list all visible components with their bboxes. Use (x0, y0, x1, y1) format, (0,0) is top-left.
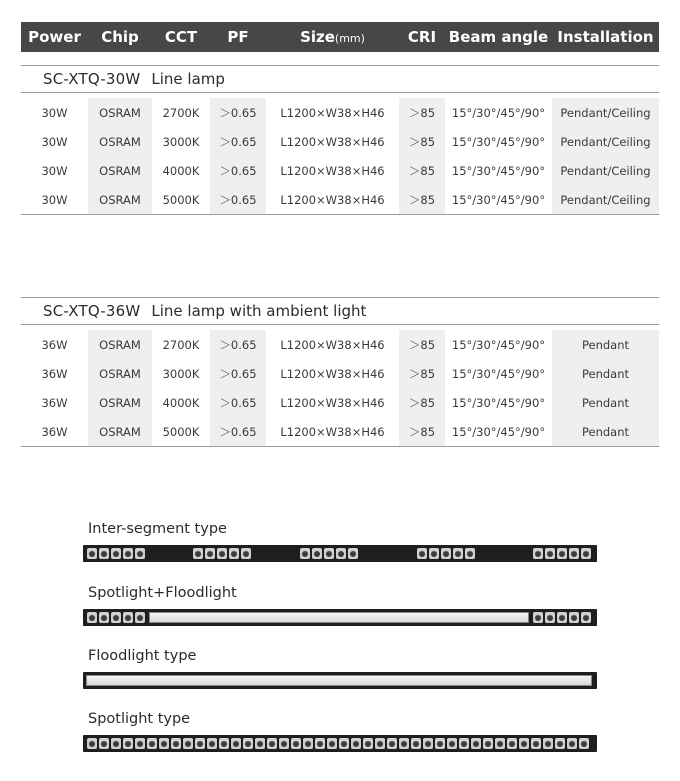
led-module (533, 548, 543, 559)
cell-chip: OSRAM (88, 330, 152, 359)
led-module (447, 738, 457, 749)
led-module (135, 548, 145, 559)
led-module (171, 738, 181, 749)
cell-pf: ＞0.65 (210, 156, 266, 185)
cell-cri: ＞85 (399, 388, 445, 417)
led-module (217, 548, 227, 559)
led-module (324, 548, 334, 559)
led-module (545, 548, 555, 559)
cell-installation: Pendant (552, 388, 659, 417)
lamp-inter-segment-illustration (83, 545, 597, 562)
led-module (399, 738, 409, 749)
led-module (363, 738, 373, 749)
table-row (21, 359, 659, 388)
cell-power: 36W (41, 395, 68, 410)
led-module (348, 548, 358, 559)
led-module (507, 738, 517, 749)
led-module (417, 548, 427, 559)
lamp-spotlight-illustration (83, 735, 597, 752)
led-module (243, 738, 253, 749)
header-chip: Chip (101, 28, 139, 46)
cell-cct: 5000K (162, 424, 200, 439)
led-module (545, 612, 555, 623)
led-module (111, 738, 121, 749)
led-module (99, 612, 109, 623)
cell-cri: ＞85 (399, 98, 445, 127)
header-cri: CRI (407, 28, 437, 46)
lamp-label-spot-flood: Spotlight+Floodlight (88, 585, 237, 601)
cell-cct: 4000K (162, 163, 200, 178)
table-row (21, 156, 659, 185)
led-group (87, 612, 145, 623)
cell-power: 36W (41, 424, 68, 439)
led-group (87, 738, 589, 749)
cell-installation: Pendant/Ceiling (552, 127, 659, 156)
cell-power: 30W (41, 105, 68, 120)
led-module (267, 738, 277, 749)
table-row (21, 417, 659, 446)
header-size (266, 28, 399, 46)
cell-beam: 15°/30°/45°/90° (451, 134, 546, 149)
led-module (423, 738, 433, 749)
cell-beam: 15°/30°/45°/90° (451, 337, 546, 352)
led-module (147, 738, 157, 749)
cell-chip: OSRAM (88, 359, 152, 388)
cell-power: 30W (41, 163, 68, 178)
table-row (21, 388, 659, 417)
cell-installation: Pendant (552, 330, 659, 359)
led-module (123, 612, 133, 623)
led-module (569, 612, 579, 623)
led-module (193, 548, 203, 559)
cell-size: L1200×W38×H46 (280, 366, 385, 381)
led-module (557, 612, 567, 623)
cell-chip: OSRAM (88, 417, 152, 446)
led-module (135, 612, 145, 623)
table-row (21, 98, 659, 127)
header-beam-angle: Beam angle (448, 28, 549, 46)
cell-size: L1200×W38×H46 (280, 163, 385, 178)
cell-beam: 15°/30°/45°/90° (451, 163, 546, 178)
led-module (219, 738, 229, 749)
led-module (205, 548, 215, 559)
led-module (327, 738, 337, 749)
led-module (87, 612, 97, 623)
cell-power: 30W (41, 134, 68, 149)
header-installation: Installation (557, 28, 654, 46)
header-pf: PF (227, 28, 249, 46)
header-size-unit: (mm) (334, 32, 365, 45)
cell-cri: ＞85 (399, 417, 445, 446)
led-module (435, 738, 445, 749)
led-module (111, 548, 121, 559)
led-module (533, 612, 543, 623)
led-module (555, 738, 565, 749)
led-module (336, 548, 346, 559)
led-module (375, 738, 385, 749)
led-module (123, 548, 133, 559)
floodlight-diffuser (149, 612, 529, 623)
cell-chip: OSRAM (88, 98, 152, 127)
led-module (495, 738, 505, 749)
led-module (429, 548, 439, 559)
led-group (87, 548, 145, 559)
spec-rows-36w (21, 330, 659, 447)
table-row (21, 330, 659, 359)
cell-beam: 15°/30°/45°/90° (451, 105, 546, 120)
led-module (315, 738, 325, 749)
led-module (207, 738, 217, 749)
led-module (351, 738, 361, 749)
cell-chip: OSRAM (88, 127, 152, 156)
led-module (99, 548, 109, 559)
led-module (519, 738, 529, 749)
led-module (279, 738, 289, 749)
floodlight-diffuser (86, 675, 592, 686)
spec-rows-30w (21, 98, 659, 215)
cell-pf: ＞0.65 (210, 330, 266, 359)
led-module (471, 738, 481, 749)
led-group (533, 612, 591, 623)
led-module (87, 548, 97, 559)
led-module (459, 738, 469, 749)
led-module (159, 738, 169, 749)
led-module (387, 738, 397, 749)
led-module (339, 738, 349, 749)
cell-pf: ＞0.65 (210, 388, 266, 417)
cell-beam: 15°/30°/45°/90° (451, 366, 546, 381)
cell-installation: Pendant (552, 359, 659, 388)
cell-cri: ＞85 (399, 359, 445, 388)
led-module (303, 738, 313, 749)
led-module (453, 548, 463, 559)
led-module (195, 738, 205, 749)
led-module (123, 738, 133, 749)
cell-cct: 3000K (162, 134, 200, 149)
header-cct: CCT (164, 28, 198, 46)
lamp-label-inter-segment: Inter-segment type (88, 521, 227, 537)
section-title-30w (21, 65, 659, 93)
led-module (231, 738, 241, 749)
lamp-spot-flood-illustration (83, 609, 597, 626)
cell-chip: OSRAM (88, 388, 152, 417)
led-module (569, 548, 579, 559)
led-module (465, 548, 475, 559)
cell-installation: Pendant/Ceiling (552, 156, 659, 185)
led-module (87, 738, 97, 749)
cell-installation: Pendant/Ceiling (552, 185, 659, 214)
led-module (111, 612, 121, 623)
cell-beam: 15°/30°/45°/90° (451, 192, 546, 207)
cell-size: L1200×W38×H46 (280, 192, 385, 207)
led-module (135, 738, 145, 749)
led-module (557, 548, 567, 559)
spec-table-header (21, 22, 659, 52)
section-model: SC-XTQ-36W (43, 302, 141, 320)
led-module (567, 738, 577, 749)
cell-cri: ＞85 (399, 127, 445, 156)
cell-cct: 3000K (162, 366, 200, 381)
cell-pf: ＞0.65 (210, 359, 266, 388)
cell-size: L1200×W38×H46 (280, 134, 385, 149)
led-module (581, 612, 591, 623)
lamp-label-floodlight: Floodlight type (88, 648, 197, 664)
section-description: Line lamp (151, 70, 225, 88)
lamp-floodlight-illustration (83, 672, 597, 689)
led-module (531, 738, 541, 749)
cell-pf: ＞0.65 (210, 127, 266, 156)
cell-installation: Pendant (552, 417, 659, 446)
cell-power: 30W (41, 192, 68, 207)
cell-beam: 15°/30°/45°/90° (451, 395, 546, 410)
section-model: SC-XTQ-30W (43, 70, 141, 88)
section-description: Line lamp with ambient light (151, 302, 367, 320)
lamp-label-spotlight: Spotlight type (88, 711, 191, 727)
led-module (291, 738, 301, 749)
led-group (533, 548, 591, 559)
cell-pf: ＞0.65 (210, 185, 266, 214)
led-module (255, 738, 265, 749)
cell-chip: OSRAM (88, 156, 152, 185)
cell-cri: ＞85 (399, 330, 445, 359)
led-group (300, 548, 358, 559)
led-group (193, 548, 251, 559)
led-module (581, 548, 591, 559)
led-module (229, 548, 239, 559)
cell-size: L1200×W38×H46 (280, 424, 385, 439)
led-module (543, 738, 553, 749)
header-size-label: Size (300, 28, 335, 46)
cell-size: L1200×W38×H46 (280, 337, 385, 352)
led-module (411, 738, 421, 749)
cell-cct: 4000K (162, 395, 200, 410)
table-row (21, 185, 659, 214)
cell-beam: 15°/30°/45°/90° (451, 424, 546, 439)
cell-cri: ＞85 (399, 185, 445, 214)
led-module (241, 548, 251, 559)
led-module (183, 738, 193, 749)
cell-pf: ＞0.65 (210, 98, 266, 127)
led-module (441, 548, 451, 559)
led-module (483, 738, 493, 749)
section-title-36w (21, 297, 659, 325)
led-module (312, 548, 322, 559)
cell-cct: 2700K (162, 105, 200, 120)
cell-power: 36W (41, 337, 68, 352)
cell-power: 36W (41, 366, 68, 381)
cell-cct: 2700K (162, 337, 200, 352)
cell-pf: ＞0.65 (210, 417, 266, 446)
led-module (579, 738, 589, 749)
cell-cri: ＞85 (399, 156, 445, 185)
cell-installation: Pendant/Ceiling (552, 98, 659, 127)
led-group (417, 548, 475, 559)
table-row (21, 127, 659, 156)
cell-size: L1200×W38×H46 (280, 105, 385, 120)
cell-size: L1200×W38×H46 (280, 395, 385, 410)
cell-chip: OSRAM (88, 185, 152, 214)
cell-cct: 5000K (162, 192, 200, 207)
header-power: Power (28, 28, 81, 46)
led-module (300, 548, 310, 559)
led-module (99, 738, 109, 749)
